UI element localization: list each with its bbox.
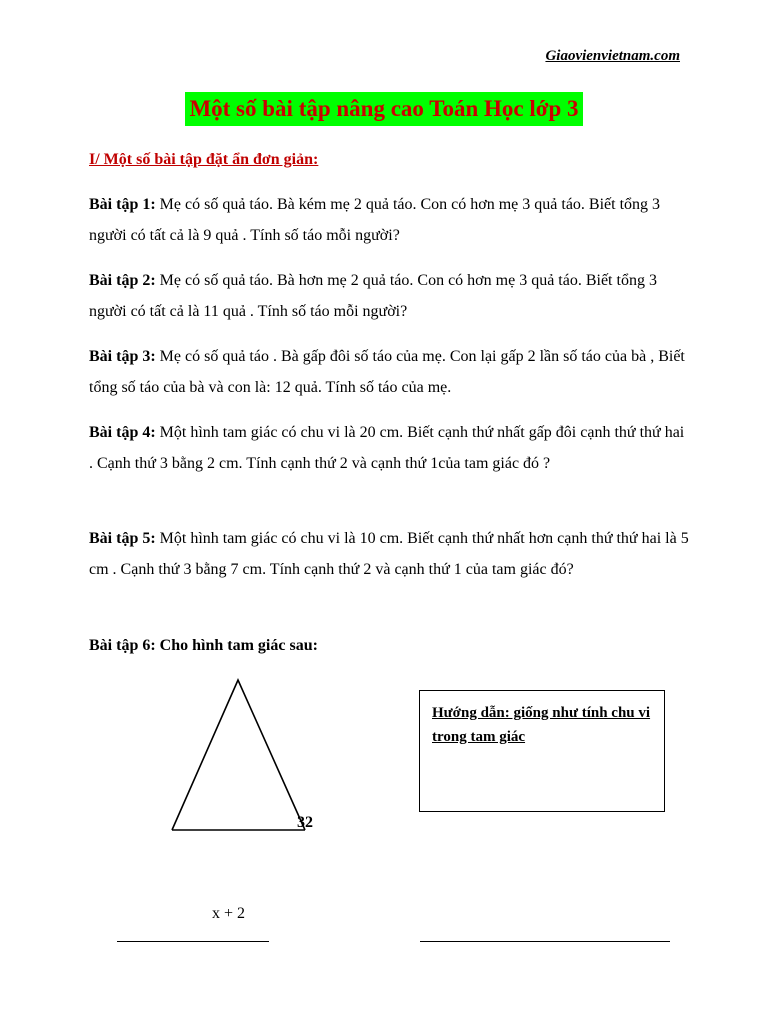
divider-line-right [420,941,670,942]
exercise-text: Một hình tam giác có chu vi là 20 cm. Biết cạnh thứ nhất gấp đôi cạnh thứ thứ hai . Cạnh thứ 3 bằng 2 cm. Tính cạnh thứ 2 và cạnh thứ 1của tam giác đó ? [89,424,685,472]
exercise-4 [89,417,689,479]
exercise-text: Mẹ có số quả táo. Bà hơn mẹ 2 quả táo. Con có hơn mẹ 3 quả táo. Biết tổng 3 người có tất cả là 11 quả . Tính số táo mỗi người? [89,272,657,320]
divider-line-left [117,941,269,942]
exercise-label: Bài tập 1: [89,196,156,213]
exercise-text: Mẹ có số quả táo. Bà kém mẹ 2 quả táo. Con có hơn mẹ 3 quả táo. Biết tổng 3 người có tất cả là 9 quả . Tính số táo mỗi người? [89,196,661,244]
exercise-3 [89,341,689,403]
exercise-label: Bài tập 3: [89,348,156,365]
triangle-side-label: 32 [297,814,313,831]
triangle-base-label: x + 2 [212,905,246,922]
site-watermark: Giaovienvietnam.com [545,48,680,64]
exercise-6 [89,630,689,661]
exercise-1 [89,189,689,251]
exercise-5 [89,523,689,585]
triangle-sides [172,680,305,830]
title-container [0,92,768,126]
exercise-2 [89,265,689,327]
section-heading: I/ Một số bài tập đặt ẩn đơn giản: [89,151,319,168]
exercise-label: Bài tập 4: [89,424,156,441]
document-title: Một số bài tập nâng cao Toán Học lớp 3 [185,92,582,126]
exercise-text: Cho hình tam giác sau: [155,637,318,654]
hint-text: Hướng dẫn: giống như tính chu vi trong tam giác [432,705,651,745]
exercise-label: Bài tập 6: [89,637,156,654]
triangle-figure [160,670,320,840]
exercise-label: Bài tập 5: [89,530,156,547]
hint-box [419,690,665,812]
exercise-label: Bài tập 2: [89,272,156,289]
exercise-text: Một hình tam giác có chu vi là 10 cm. Biết cạnh thứ nhất hơn cạnh thứ thứ hai là 5 cm . Cạnh thứ 3 bằng 7 cm. Tính cạnh thứ 2 và cạnh thứ 1 của tam giác đó? [89,530,689,578]
exercise-text: Mẹ có số quả táo . Bà gấp đôi số táo của mẹ. Con lại gấp 2 lần số táo của bà , Biết tổng số táo của bà và con là: 12 quả. Tính số táo của mẹ. [89,348,685,396]
